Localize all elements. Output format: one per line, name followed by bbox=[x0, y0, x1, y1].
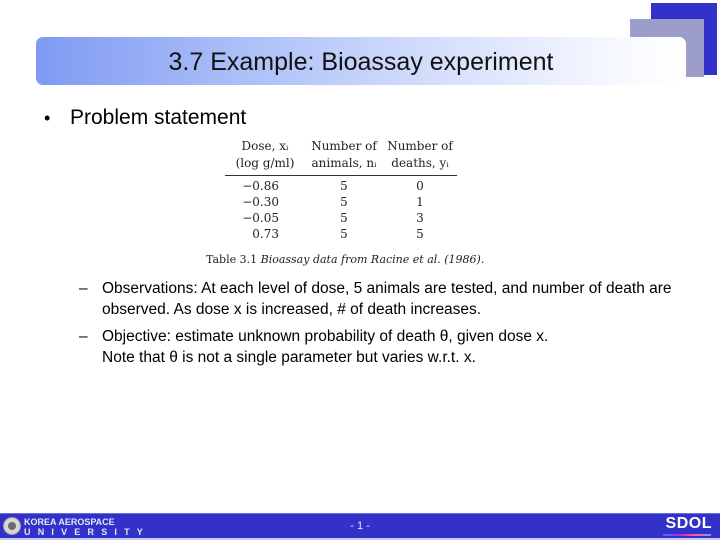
header-dose bbox=[225, 138, 305, 172]
cell-animals: 5 bbox=[340, 211, 348, 225]
slide-title: 3.7 Example: Bioassay experiment bbox=[168, 47, 554, 76]
cell-animals: 5 bbox=[340, 195, 348, 209]
footer-bar bbox=[0, 513, 720, 539]
objective-line1: Objective: estimate unknown probability of death θ, given dose x. bbox=[102, 328, 549, 345]
sub-item-objective bbox=[79, 326, 699, 368]
table-row bbox=[225, 226, 457, 242]
bioassay-table bbox=[225, 138, 457, 242]
university-line1: KOREA AEROSPACE bbox=[24, 517, 115, 527]
cell-dose: −0.30 bbox=[242, 195, 279, 209]
table-row bbox=[225, 194, 457, 210]
cell-dose: −0.05 bbox=[242, 211, 279, 225]
cell-dose: 0.73 bbox=[252, 227, 279, 241]
header-animals-line2: animals, nᵢ bbox=[311, 156, 377, 170]
header-dose-line1: Dose, xᵢ bbox=[241, 139, 289, 153]
dash-icon: – bbox=[79, 280, 88, 297]
objective-text bbox=[102, 326, 699, 368]
sub-item-observations bbox=[79, 278, 699, 320]
bullet-text: Problem statement bbox=[70, 106, 247, 129]
sdol-logo: SDOL bbox=[665, 515, 712, 532]
table-header bbox=[225, 138, 457, 176]
caption-label: Table 3.1 bbox=[206, 253, 258, 266]
table-body bbox=[225, 176, 457, 242]
sub-bullet-list bbox=[79, 278, 699, 374]
header-deaths bbox=[383, 138, 457, 172]
page-number: - 1 - bbox=[350, 520, 370, 532]
cell-deaths: 0 bbox=[416, 179, 424, 193]
title-bar bbox=[36, 37, 686, 85]
header-animals bbox=[305, 138, 383, 172]
table-row bbox=[225, 210, 457, 226]
header-animals-line1: Number of bbox=[311, 139, 377, 153]
bullet-icon: • bbox=[44, 108, 51, 128]
cell-deaths: 3 bbox=[416, 211, 424, 225]
observations-text: Observations: At each level of dose, 5 animals are tested, and number of death are observed. As dose x is increased, # of death increases. bbox=[102, 280, 672, 318]
caption-text: Bioassay data from Racine et al. (1986). bbox=[260, 253, 485, 266]
objective-line2: Note that θ is not a single parameter but varies w.r.t. x. bbox=[102, 349, 476, 366]
cell-animals: 5 bbox=[340, 227, 348, 241]
cell-dose: −0.86 bbox=[242, 179, 279, 193]
dash-icon: – bbox=[79, 328, 88, 345]
bullet-problem-statement bbox=[44, 106, 246, 130]
table-row bbox=[225, 178, 457, 194]
header-deaths-line2: deaths, yᵢ bbox=[391, 156, 449, 170]
university-line2: UNIVERSITY bbox=[24, 527, 151, 537]
header-dose-line2: (log g/ml) bbox=[235, 156, 295, 170]
cell-deaths: 5 bbox=[416, 227, 424, 241]
cell-deaths: 1 bbox=[416, 195, 424, 209]
header-deaths-line1: Number of bbox=[387, 139, 453, 153]
table-caption bbox=[206, 253, 484, 266]
cell-animals: 5 bbox=[340, 179, 348, 193]
sdol-logo-underline bbox=[663, 534, 711, 536]
